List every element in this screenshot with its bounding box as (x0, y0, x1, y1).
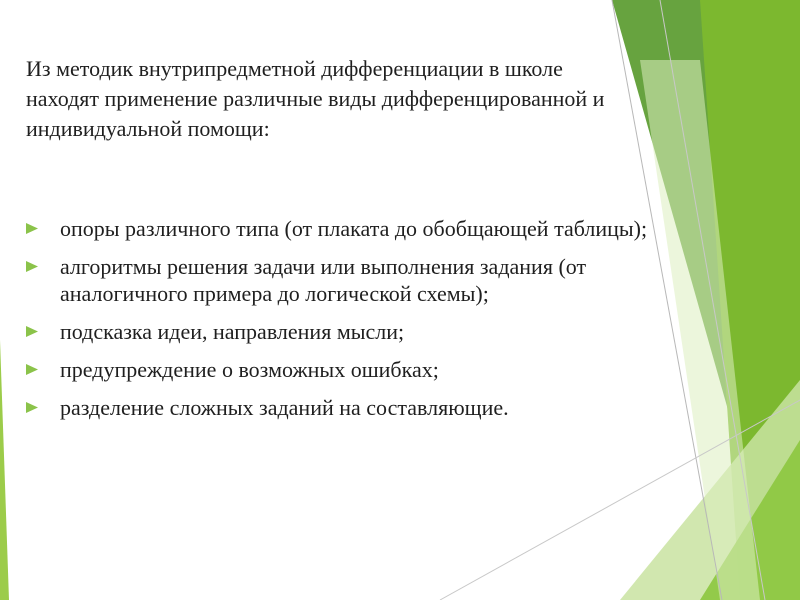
list-item-text: подсказка идеи, направления мысли; (60, 319, 405, 344)
list-item (26, 253, 666, 307)
list-item (26, 394, 666, 421)
triangle-right-icon (26, 402, 38, 413)
intro-paragraph: Из методик внутрипредметной дифференциации в школе находят применение различные виды дифференцированной и индивидуальной помощи: (26, 56, 605, 141)
left-edge-accent (0, 340, 9, 600)
list-item-text: предупреждение о возможных ошибках; (60, 357, 439, 382)
bullet-list (26, 215, 666, 432)
triangle-right-icon (26, 223, 38, 234)
triangle-right-icon (26, 261, 38, 272)
list-item-text: алгоритмы решения задачи или выполнения задания (от аналогичного примера до логической схемы); (60, 254, 587, 306)
list-item (26, 215, 666, 242)
triangle-right-icon (26, 364, 38, 375)
triangle-right-icon (26, 326, 38, 337)
list-item (26, 318, 666, 345)
list-item (26, 356, 666, 383)
list-item-text: опоры различного типа (от плаката до обобщающей таблицы); (60, 216, 648, 241)
list-item-text: разделение сложных заданий на составляющие. (60, 395, 509, 420)
